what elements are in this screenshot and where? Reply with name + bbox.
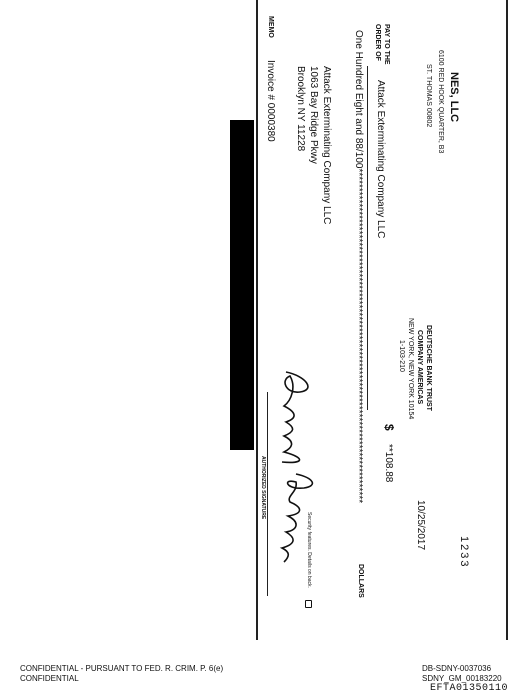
bank-line-3: NEW YORK, NEW YORK 10154 xyxy=(407,318,414,420)
check-bottom-border xyxy=(257,0,259,640)
signature-label: AUTHORIZED SIGNATURE xyxy=(260,456,266,520)
footer-confidential-line-2: CONFIDENTIAL xyxy=(20,674,79,683)
payee-address-line-3: Brooklyn NY 11228 xyxy=(295,66,306,152)
check-top-border xyxy=(507,0,509,640)
security-note: Security features. Details on back. xyxy=(306,512,312,588)
signature-image xyxy=(268,366,326,566)
amount-in-words: One Hundred Eight and 88/100************************************************************************************** xyxy=(353,30,364,504)
payee-name: Attack Exterminating Company LLC xyxy=(375,80,386,239)
footer-bates-number-1: DB-SDNY-0037036 xyxy=(422,664,492,673)
bank-line-1: DEUTSCHE BANK TRUST xyxy=(425,325,432,411)
payer-address-line-1: 6100 RED HOOK QUARTER, B3 xyxy=(437,50,444,154)
memo-label: MEMO xyxy=(267,16,274,38)
footer-bates-number-2: SDNY_GM_00183220 xyxy=(422,674,502,683)
check-number: 1233 xyxy=(458,536,470,569)
redaction-box xyxy=(230,120,254,450)
bank-line-4: 1-103-210 xyxy=(398,340,405,372)
check-date: 10/25/2017 xyxy=(415,500,426,551)
payee-address-line-2: 1063 Bay Ridge Pkwy xyxy=(308,66,319,164)
dollars-label: DOLLARS xyxy=(357,564,364,598)
memo-text: Invoice # 0000380 xyxy=(265,60,276,142)
signature-line xyxy=(267,392,268,596)
payee-address-line-1: Attack Exterminating Company LLC xyxy=(321,66,332,225)
order-of-label: ORDER OF xyxy=(374,24,381,61)
padlock-icon xyxy=(305,600,312,608)
amount-numeric: **108.88 xyxy=(383,444,394,483)
payer-address-line-2: ST. THOMAS 00802 xyxy=(425,64,432,128)
amount-dollar-sign: $ xyxy=(382,424,396,431)
footer-efta-number: EFTA01350110 xyxy=(430,683,509,694)
payee-line xyxy=(367,66,368,410)
payer-name: NES, LLC xyxy=(448,72,460,123)
pay-to-label: PAY TO THE xyxy=(383,24,390,65)
footer-confidential-line-1: CONFIDENTIAL - PURSUANT TO FED. R. CRIM. P. 6(e) xyxy=(20,664,224,673)
bank-line-2: COMPANY AMERICAS xyxy=(416,330,423,405)
